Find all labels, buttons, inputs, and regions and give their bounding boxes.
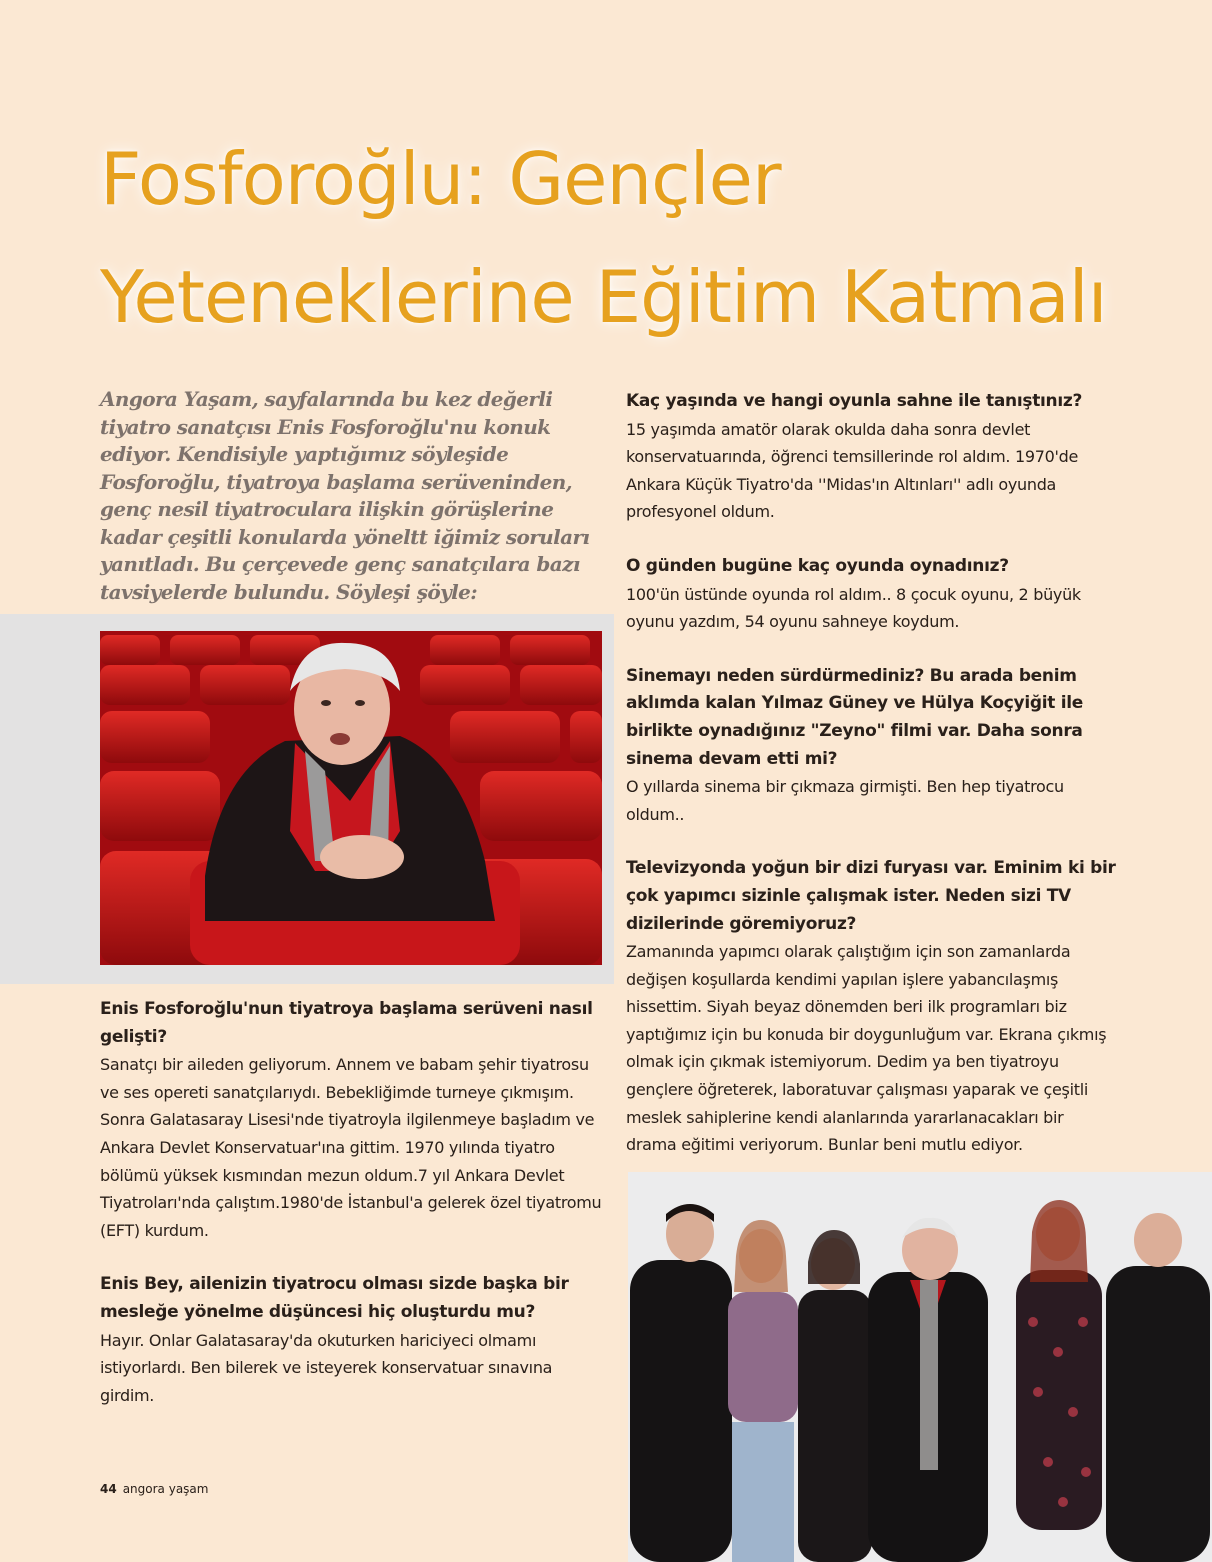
- qa-question: O günden bugüne kaç oyunda oynadınız?: [626, 555, 1009, 576]
- qa-answer: Sanatçı bir aileden geliyorum. Annem ve babam şehir tiyatrosu ve ses opereti sanatçılarıydı. Bebekliğimde turneye çıkmışım. Sonra Galatasaray Lisesi'nde tiyatroyla ilgilenmeye başladım ve Ankara Devlet Konservatuar'ına gittim. 1970 yılında tiyatro bölümü yüksek kısmından mezun oldum.7 yıl Ankara Devlet Tiyatroları'nda çalıştım.1980'de İstanbul'a gelerek özel tiyatromu (EFT) kurdum.: [100, 1055, 602, 1240]
- page-number: 44: [100, 1482, 117, 1496]
- qa-block: [626, 855, 1116, 1159]
- left-column-qa: [100, 996, 605, 1436]
- qa-answer: 100'ün üstünde oyunda rol aldım.. 8 çocuk oyunu, 2 büyük oyunu yazdım, 54 oyunu sahneye koydum.: [626, 584, 1081, 632]
- qa-answer: O yıllarda sinema bir çıkmaza girmişti. Ben hep tiyatrocu oldum..: [626, 777, 1064, 824]
- qa-block: [100, 996, 605, 1244]
- right-column-qa: [626, 388, 1116, 1186]
- qa-question: Kaç yaşında ve hangi oyunla sahne ile tanıştınız?: [626, 391, 1083, 411]
- qa-answer: 15 yaşımda amatör olarak okulda daha sonra devlet konservatuarında, öğrenci temsillerinde rol aldım. 1970'de Ankara Küçük Tiyatro'da ''Midas'ın Altınları'' adlı oyunda profesyonel oldum.: [626, 419, 1078, 522]
- qa-answer: Zamanında yapımcı olarak çalıştığım için son zamanlarda değişen koşullarda kendimi yapılan işlere yabancılaşmış hissettim. Siyah beyaz dönemden beri ilk programları biz yaptığımız için bu konuda bir doygunluğum var. Ekrana çıkmış olmak için çıkmak istemiyorum. Dedim ya ben tiyatroyu gençlere öğreterek, laboratuvar çalışması yaparak ve çeşitli meslek sahiplerine kendi alanlarında yararlanacakları bir drama eğitimi veriyorum. Bunlar beni mutlu ediyor.: [626, 942, 1107, 1155]
- qa-block: [626, 553, 1116, 636]
- group-photo-illustration: [628, 1172, 1212, 1562]
- qa-question: Sinemayı neden sürdürmediniz? Bu arada benim aklımda kalan Yılmaz Güney ve Hülya Koçyiğit ile birlikte oynadığınız "Zeyno" filmi var. Daha sonra sinema devam etti mi?: [626, 665, 1083, 769]
- qa-block: [100, 1271, 605, 1409]
- qa-question: Televizyonda yoğun bir dizi furyası var. Eminim ki bir çok yapımcı sizinle çalışmak ister. Neden sizi TV dizilerinde göremiyoruz?: [626, 858, 1116, 934]
- qa-question: Enis Bey, ailenizin tiyatrocu olması sizde başka bir mesleğe yönelme düşüncesi hiç oluşturdu mu?: [100, 1274, 569, 1322]
- qa-question: Enis Fosforoğlu'nun tiyatroya başlama serüveni nasıl gelişti?: [100, 999, 593, 1047]
- page-footer: [100, 1482, 208, 1496]
- article-intro: Angora Yaşam, sayfalarında bu kez değerli tiyatro sanatçısı Enis Fosforoğlu'nu konuk ediyor. Kendisiyle yaptığımız söyleşide Fosforoğlu, tiyatroya başlama serüveninden, genç nesil tiyatroculara ilişkin görüşlerine kadar çeşitli konularda yöneltt iğimiz soruları yanıtladı. Bu çerçevede genç sanatçılara bazı tavsiyelerde bulundu. Söyleşi şöyle:: [100, 387, 590, 604]
- portrait-photo-illustration: [100, 631, 602, 965]
- qa-block: [626, 388, 1116, 526]
- portrait-photo: [100, 631, 602, 965]
- qa-answer: Hayır. Onlar Galatasaray'da okuturken hariciyeci olmamı istiyorlardı. Ben bilerek ve isteyerek konservatuar sınavına girdim.: [100, 1330, 553, 1405]
- article-title-line-1: Fosforoğlu: Gençler: [100, 137, 781, 221]
- article-title: [100, 120, 1107, 356]
- magazine-name: angora yaşam: [122, 1482, 209, 1496]
- group-photo: [628, 1172, 1212, 1562]
- article-title-line-2: Yeteneklerine Eğitim Katmalı: [100, 255, 1107, 339]
- qa-block: [626, 663, 1116, 829]
